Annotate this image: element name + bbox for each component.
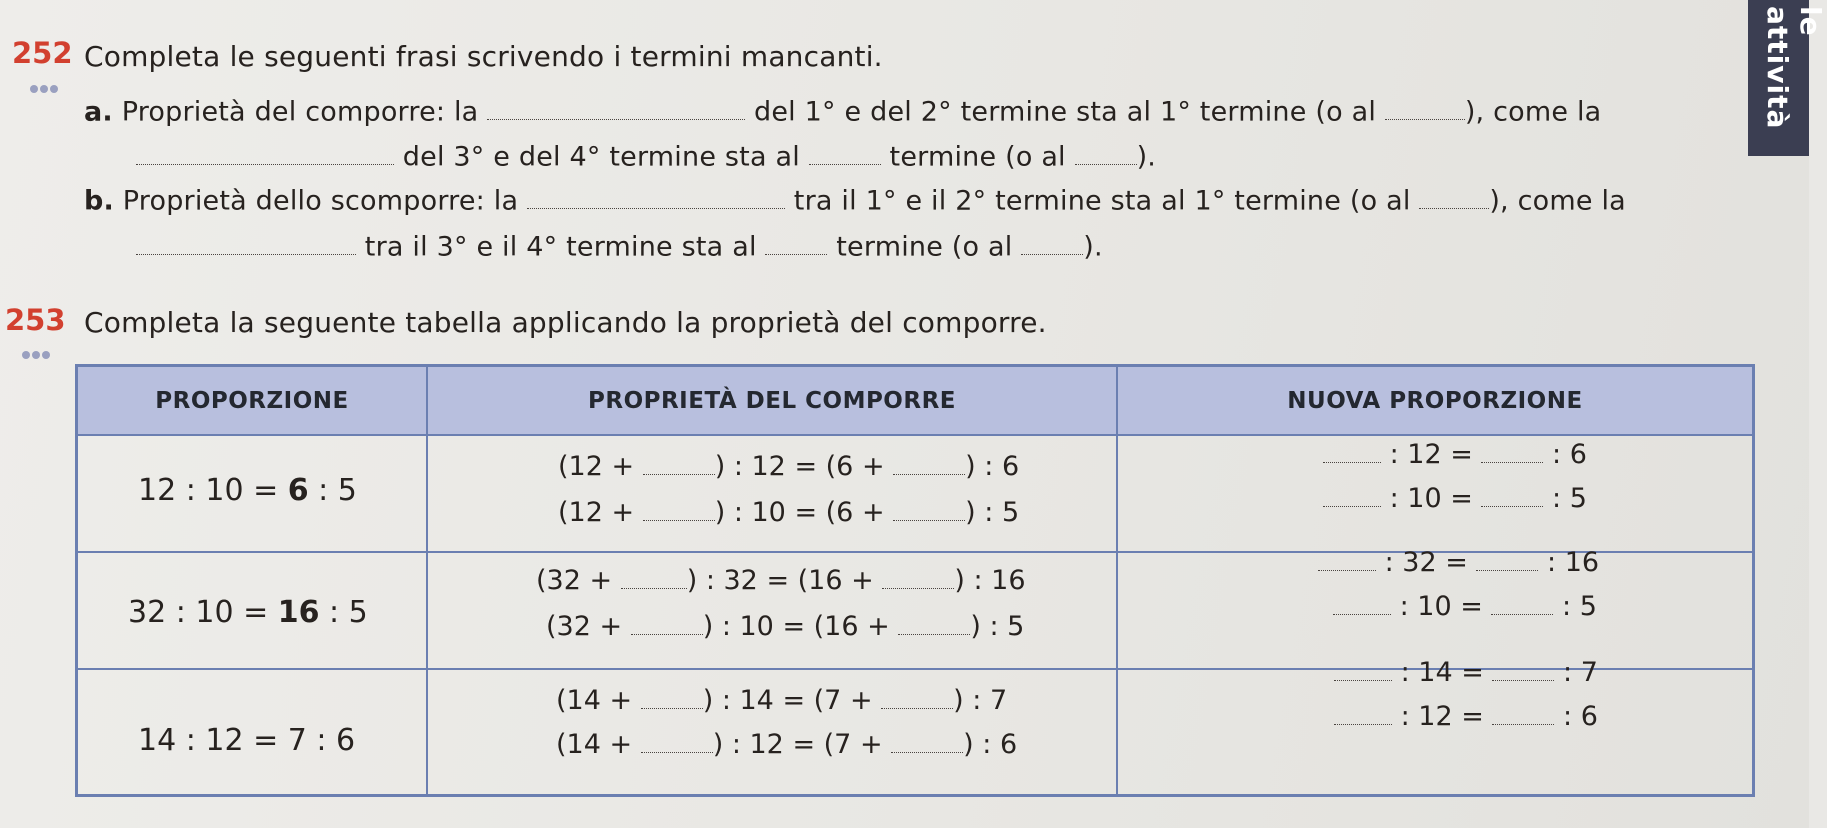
blank-field[interactable] — [1492, 702, 1554, 725]
blank-field[interactable] — [631, 612, 703, 635]
expr-part: : 5 — [1552, 483, 1587, 514]
header-proprieta: PROPRIETÀ DEL COMPORRE — [588, 387, 956, 414]
item-a-letter: a. — [84, 96, 113, 128]
item-b-text-mid: tra il 1° e il 2° termine sta al 1° termine (o al — [793, 185, 1411, 217]
expr-part: : 6 — [1552, 439, 1587, 470]
item-b-text-start: Proprietà dello scomporre: la — [122, 185, 519, 217]
item-b-line2 — [136, 230, 1103, 262]
row-1-nuova-2 — [1323, 483, 1587, 514]
exercise-253-instruction: Completa la seguente tabella applicando la proprietà del comporre. — [84, 306, 1047, 339]
expr-part: ) : 16 — [954, 565, 1026, 596]
blank-field[interactable] — [882, 566, 954, 589]
blank-field[interactable] — [643, 498, 715, 521]
expr-part: (12 + — [558, 497, 635, 528]
row-1-nuova-1 — [1323, 439, 1587, 470]
blank-field[interactable] — [641, 730, 713, 753]
expr-part: : 5 — [1562, 591, 1597, 622]
blank-field[interactable] — [1385, 95, 1465, 120]
row-3-proportion — [138, 723, 355, 758]
blank-field[interactable] — [891, 730, 963, 753]
item-a-line2-end: ). — [1136, 141, 1157, 173]
expr-part: (32 + — [546, 611, 623, 642]
expr-part: : 7 — [1563, 657, 1598, 688]
blank-field[interactable] — [136, 140, 394, 165]
blank-field[interactable] — [1419, 184, 1489, 209]
item-a-line1 — [84, 95, 1601, 127]
side-tab-label: le attività — [1761, 6, 1827, 130]
expr-part: : 10 = — [1389, 483, 1473, 514]
row-1-comporre-2 — [558, 497, 1019, 528]
blank-field[interactable] — [893, 452, 965, 475]
header-nuova: NUOVA PROPORZIONE — [1287, 387, 1583, 414]
item-b-line2-text: tra il 3° e il 4° termine sta al — [364, 231, 757, 263]
blank-field[interactable] — [765, 230, 827, 255]
blank-field[interactable] — [136, 230, 356, 255]
expr-part: ) : 14 = (7 + — [702, 685, 873, 716]
expr-part: : 14 = — [1400, 657, 1484, 688]
blank-field[interactable] — [643, 452, 715, 475]
row-2-proportion — [128, 595, 368, 630]
blank-field[interactable] — [1323, 440, 1381, 463]
proportion-left: 12 : 10 = — [138, 473, 288, 508]
item-a-text-start: Proprietà del comporre: la — [121, 96, 479, 128]
expr-part: ) : 7 — [953, 685, 1008, 716]
item-b-line1 — [84, 184, 1626, 216]
row-3-nuova-2 — [1334, 701, 1598, 732]
blank-field[interactable] — [1491, 592, 1553, 615]
difficulty-dots — [22, 344, 52, 363]
blank-field[interactable] — [1021, 230, 1083, 255]
row-2-nuova-1 — [1318, 547, 1599, 578]
expr-part: ) : 5 — [970, 611, 1025, 642]
item-a-text-mid: del 1° e del 2° termine sta al 1° termine (o al — [754, 96, 1377, 128]
expr-part: : 12 = — [1400, 701, 1484, 732]
expr-part: ) : 6 — [965, 451, 1020, 482]
exercise-252-instruction: Completa le seguenti frasi scrivendo i termini mancanti. — [84, 40, 883, 73]
expr-part: (12 + — [558, 451, 635, 482]
blank-field[interactable] — [1334, 702, 1392, 725]
blank-field[interactable] — [1492, 658, 1554, 681]
expr-part: : 10 = — [1399, 591, 1483, 622]
row-1-comporre-1 — [558, 451, 1019, 482]
item-b-letter: b. — [84, 185, 114, 217]
proportion-bold-term: 6 — [287, 473, 309, 508]
expr-part: : 32 = — [1384, 547, 1468, 578]
blank-field[interactable] — [641, 686, 703, 709]
expr-part: (14 + — [556, 685, 633, 716]
section-side-tab — [1748, 0, 1827, 156]
row-1-proportion — [138, 473, 357, 508]
blank-field[interactable] — [1481, 484, 1543, 507]
expr-part: : 16 — [1547, 547, 1600, 578]
blank-field[interactable] — [1318, 548, 1376, 571]
row-2-nuova-2 — [1333, 591, 1597, 622]
blank-field[interactable] — [881, 686, 953, 709]
item-a-line2-text: del 3° e del 4° termine sta al — [402, 141, 800, 173]
expr-part: ) : 32 = (16 + — [686, 565, 874, 596]
difficulty-dots — [30, 78, 60, 97]
expr-part: ) : 12 = (7 + — [712, 729, 883, 760]
expr-part: ) : 10 = (6 + — [714, 497, 885, 528]
blank-field[interactable] — [527, 184, 785, 209]
item-a-line2 — [136, 140, 1156, 172]
blank-field[interactable] — [893, 498, 965, 521]
header-proporzione: PROPORZIONE — [155, 387, 349, 414]
expr-part: (14 + — [556, 729, 633, 760]
item-b-text-end: ), come la — [1489, 185, 1626, 217]
proportion-right: : 5 — [319, 595, 368, 630]
blank-field[interactable] — [1075, 140, 1137, 165]
blank-field[interactable] — [621, 566, 687, 589]
expr-part: (32 + — [536, 565, 613, 596]
row-2-comporre-2 — [546, 611, 1024, 642]
blank-field[interactable] — [1476, 548, 1538, 571]
blank-field[interactable] — [1334, 658, 1392, 681]
proportion-left: 14 : 12 = 7 : 6 — [138, 723, 356, 758]
exercise-252-number: 252 — [12, 36, 73, 70]
expr-part: : 12 = — [1389, 439, 1473, 470]
row-3-nuova-1 — [1334, 657, 1598, 688]
proportion-left: 32 : 10 = — [128, 595, 278, 630]
item-b-line2-end: ). — [1083, 231, 1103, 263]
expr-part: ) : 5 — [965, 497, 1020, 528]
row-3-comporre-1 — [556, 685, 1007, 716]
blank-field[interactable] — [1333, 592, 1391, 615]
expr-part: ) : 6 — [963, 729, 1018, 760]
expr-part: ) : 12 = (6 + — [714, 451, 885, 482]
blank-field[interactable] — [809, 140, 881, 165]
item-a-text-end: ), come la — [1464, 96, 1602, 128]
item-b-line2-text2: termine (o al — [836, 231, 1013, 263]
proportion-bold-term: 16 — [277, 595, 320, 630]
row-3-comporre-2 — [556, 729, 1017, 760]
blank-field[interactable] — [487, 95, 745, 120]
proportion-table — [75, 364, 1755, 797]
row-2-comporre-1 — [536, 565, 1026, 596]
expr-part: : 6 — [1563, 701, 1598, 732]
proportion-right: : 5 — [308, 473, 357, 508]
blank-field[interactable] — [1481, 440, 1543, 463]
item-a-line2-text2: termine (o al — [889, 141, 1066, 173]
exercise-253-number: 253 — [5, 303, 66, 337]
expr-part: ) : 10 = (16 + — [702, 611, 890, 642]
blank-field[interactable] — [898, 612, 970, 635]
blank-field[interactable] — [1323, 484, 1381, 507]
